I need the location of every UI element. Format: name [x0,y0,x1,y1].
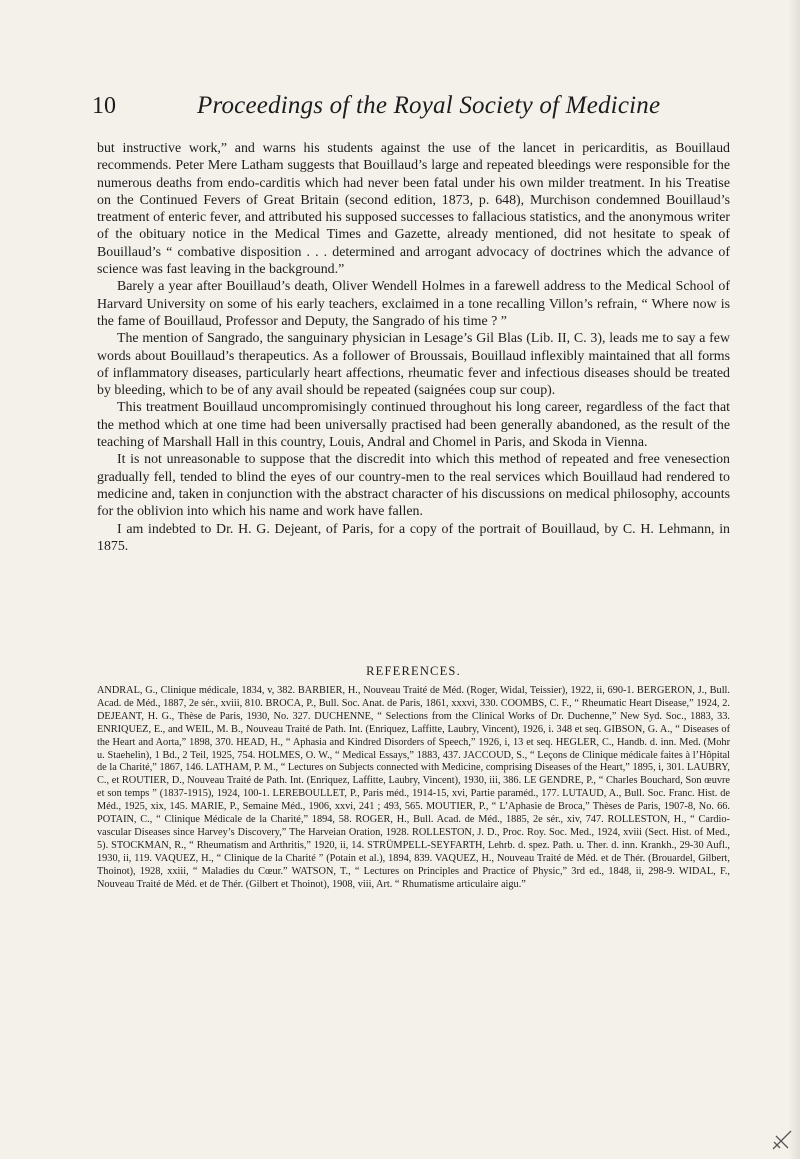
references-text: ANDRAL, G., Clinique médicale, 1834, v, 382. BARBIER, H., Nouveau Traité de Méd. (Roger, Widal, Teissier), 1922, ii, 690-1. BERGERON, J., Bull. Acad. de Méd., 1887, 2e sér., xviii, 810. BROCA, P., Bull. Soc. Anat. de Paris, 1861, xxxvi, 330. COOMBS, C. F., “ Rheumatic Heart Disease,” 1924, 2. DEJEANT, H. G., Thèse de Paris, 1930, No. 327. DUCHENNE, “ Selections from the Clinical Works of Dr. Duchenne,” New Syd. Soc., 1883, 33. ENRIQUEZ, E., and WEIL, M. B., Nouveau Traité de Path. Int. (Enriquez, Laffitte, Laubry, Vincent), 1926, i. 348 et seq. GIBSON, G. A., “ Diseases of the Heart and Aorta,” 1898, 370. HEAD, H., “ Aphasia and Kindred Disorders of Speech,” 1926, i, 13 et seq. HEGLER, C., Handb. d. inn. Med. (Mohr u. Staehelin), 1 Bd., 2 Teil, 1925, 754. HOLMES, O. W., “ Medical Essays,” 1883, 437. JACCOUD, S., “ Leçons de Clinique médicale faites à l’Hôpital de la Charité,” 1867, 146. LATHAM, P. M., “ Lectures on Subjects connected with Medicine, comprising Diseases of the Heart,” 1895, i, 301. LAUBRY, C., et ROUTIER, D., Nouveau Traité de Path. Int. (Enriquez, Laffitte, Laubry, Vincent), 1930, iii, 386. LE GENDRE, P., “ Charles Bouchard, Son œuvre et son temps ” (1837-1915), 1924, 100-1. LEREBOULLET, P., Paris méd., 1914-15, xvi, Partie paraméd., 177. LUTAUD, A., Bull. Soc. Franc. Hist. de Méd., 1925, xix, 145. MARIE, P., Semaine Méd., 1906, xxvi, 241 ; 493, 565. MOUTIER, P., “ L’Aphasie de Broca,” Thèses de Paris, 1907-8, No. 66. POTAIN, C., “ Clinique Médicale de la Charité,” 1894, 58. ROGER, H., Bull. Acad. de Méd., 1885, 2e sér., xiv, 747. ROLLESTON, H., “ Cardio-vascular Diseases since Harvey’s Discovery,” The Harveian Oration, 1928. ROLLESTON, J. D., Proc. Roy. Soc. Med., 1924, xviii (Sect. Hist. of Med., 5). STOCKMAN, R., “ Rheumatism and Arthritis,” 1920, ii, 14. STRÜMPELL-SEYFARTH, Lehrb. d. spez. Path. u. Ther. d. inn. Krankh., 29-30 Aufl., 1930, ii, 119. VAQUEZ, H., “ Clinique de la Charité ” (Potain et al.), 1894, 839. VAQUEZ, H., Nouveau Traité de Méd. et de Thér. (Brouardel, Gilbert, Thoinot), 1928, xxiii, “ Maladies du Cœur.” WATSON, T., “ Lectures on Principles and Practice of Physic,” 3rd ed., 1848, ii, 298-9. WIDAL, F., Nouveau Traité de Méd. et de Thér. (Gilbert et Thoinot), 1908, viii, Art. “ Rhumatisme articulaire aigu.” [97,685,730,890]
page-number: 10 [92,93,116,119]
article-body [97,140,730,555]
handwritten-check-icon [770,1128,794,1152]
paragraph: I am indebted to Dr. H. G. Dejeant, of Paris, for a copy of the portrait of Bouillaud, by C. H. Lehmann, in 1875. [97,521,730,554]
running-title: Proceedings of the Royal Society of Medicine [197,92,661,119]
paragraph: Barely a year after Bouillaud’s death, Oliver Wendell Holmes in a farewell address to the Medical School of Harvard University on some of his early teachers, exclaimed in a tone recalling Villon’s refrain, “ Where now is the fame of Bouillaud, Professor and Deputy, the Sangrado of his time ? ” [97,279,730,329]
references-heading: REFERENCES. [366,664,461,678]
paragraph: The mention of Sangrado, the sanguinary physician in Lesage’s Gil Blas (Lib. II, C. 3), leads me to say a few words about Bouillaud’s therapeutics. As a follower of Broussais, Bouillaud inflexibly maintained that all forms of inflammatory diseases, particularly heart affections, rheumatic fever and infectious diseases should be treated by bleeding, which to be of any avail should be repeated (saignées coup sur coup). [97,331,730,399]
running-header [92,92,732,126]
paragraph: This treatment Bouillaud uncompromisingly continued throughout his long career, regardless of the fact that the method which at one time had been universally practised had been generally abandoned, as the result of the teaching of Marshall Hall in this country, Louis, Andral and Chomel in Paris, and Skoda in Vienna. [97,400,730,451]
paragraph: It is not unreasonable to suppose that the discredit into which this method of repeated and free venesection gradually fell, tended to blind the eyes of our country-men to the real services which Bouillaud had rendered to medicine and, taken in conjunction with the abstract character of his discussions on medical philosophy, accounts for the oblivion into which his name and work have fallen. [97,452,730,520]
page-edge-shadow [788,0,800,1159]
references-list [97,685,730,892]
paragraph: but instructive work,” and warns his students against the use of the lancet in pericarditis, as Bouillaud recommends. Peter Mere Latham suggests that Bouillaud’s large and repeated bleedings were responsible for the numerous deaths from endo-carditis which had never been fatal under his own milder treatment. In his Treatise on the Continued Fevers of Great Britain (second edition, 1873, p. 648), Murchison condemned Bouillaud’s treatment of enteric fever, and attributed his supposed successes to fallacious statistics, and the anonymous writer of the obituary notice in the Medical Times and Gazette, already mentioned, did not hesitate to speak of Bouillaud’s “ combative disposition . . . determined and arrogant advocacy of doctrines which the advance of science was fast leaving in the background.” [97,141,730,278]
